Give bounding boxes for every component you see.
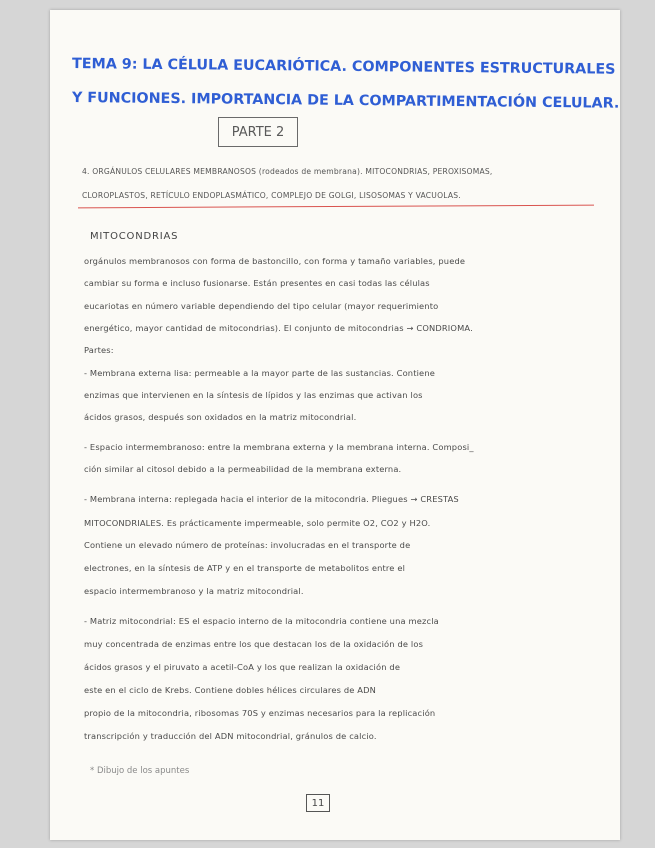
body-line: este en el ciclo de Krebs. Contiene dobles hélices circulares de ADN [84,685,377,695]
body-line: Partes: [84,345,114,355]
body-line: energético, mayor cantidad de mitocondrias). El conjunto de mitocondrias → CONDRIOMA. [84,323,473,333]
body-line: espacio intermembranoso y la matriz mitocondrial. [84,586,304,596]
body-line: MITOCONDRIALES. Es prácticamente impermeable, solo permite O2, CO2 y H2O. [84,518,431,528]
body-line: Contiene un elevado número de proteínas: involucradas en el transporte de [84,540,411,550]
page-title-line-1: TEMA 9: LA CÉLULA EUCARIÓTICA. COMPONENTES ESTRUCTURALES [71,56,616,78]
red-underline [78,205,594,209]
body-line: enzimas que intervienen en la síntesis de lípidos y las enzimas que activan los [84,390,423,400]
body-line: propio de la mitocondria, ribosomas 70S y enzimas necesarios para la replicación [84,708,436,718]
body-line: - Membrana externa lisa: permeable a la mayor parte de las sustancias. Contiene [84,368,435,378]
body-line: cambiar su forma e incluso fusionarse. Están presentes en casi todas las células [84,278,430,288]
notebook-page [50,10,620,840]
body-line: ácidos grasos y el piruvato a acetil-CoA y los que realizan la oxidación de [84,662,401,672]
body-line: orgánulos membranosos con forma de bastoncillo, con forma y tamaño variables, puede [84,256,466,266]
body-line: muy concentrada de enzimas entre los que destacan los de la oxidación de los [84,639,424,649]
part-label-box: PARTE 2 [218,117,298,147]
page-number: 11 [306,794,330,812]
section-heading: MITOCONDRIAS [90,231,179,242]
footnote: * Dibujo de los apuntes [90,766,190,776]
body-line: - Espacio intermembranoso: entre la membrana externa y la membrana interna. Composi_ [84,442,474,452]
page-title-line-2: Y FUNCIONES. IMPORTANCIA DE LA COMPARTIMENTACIÓN CELULAR. [71,90,620,112]
body-line: transcripción y traducción del ADN mitocondrial, gránulos de calcio. [84,731,377,741]
body-line: ácidos grasos, después son oxidados en la matriz mitocondrial. [84,412,357,422]
intro-line-1: 4. ORGÁNULOS CELULARES MEMBRANOSOS (rodeados de membrana). MITOCONDRIAS, PEROXISOMAS, [82,167,493,176]
body-line: electrones, en la síntesis de ATP y en el transporte de metabolitos entre el [84,563,406,573]
body-line: - Matriz mitocondrial: ES el espacio interno de la mitocondria contiene una mezcla [84,616,439,626]
body-line: - Membrana interna: replegada hacia el interior de la mitocondria. Pliegues → CRESTAS [84,494,459,504]
intro-line-2: CLOROPLASTOS, RETÍCULO ENDOPLASMÁTICO, COMPLEJO DE GOLGI, LISOSOMAS Y VACUOLAS. [82,191,461,200]
body-line: ción similar al citosol debido a la permeabilidad de la membrana externa. [84,464,402,474]
body-line: eucariotas en número variable dependiendo del tipo celular (mayor requerimiento [84,301,439,311]
